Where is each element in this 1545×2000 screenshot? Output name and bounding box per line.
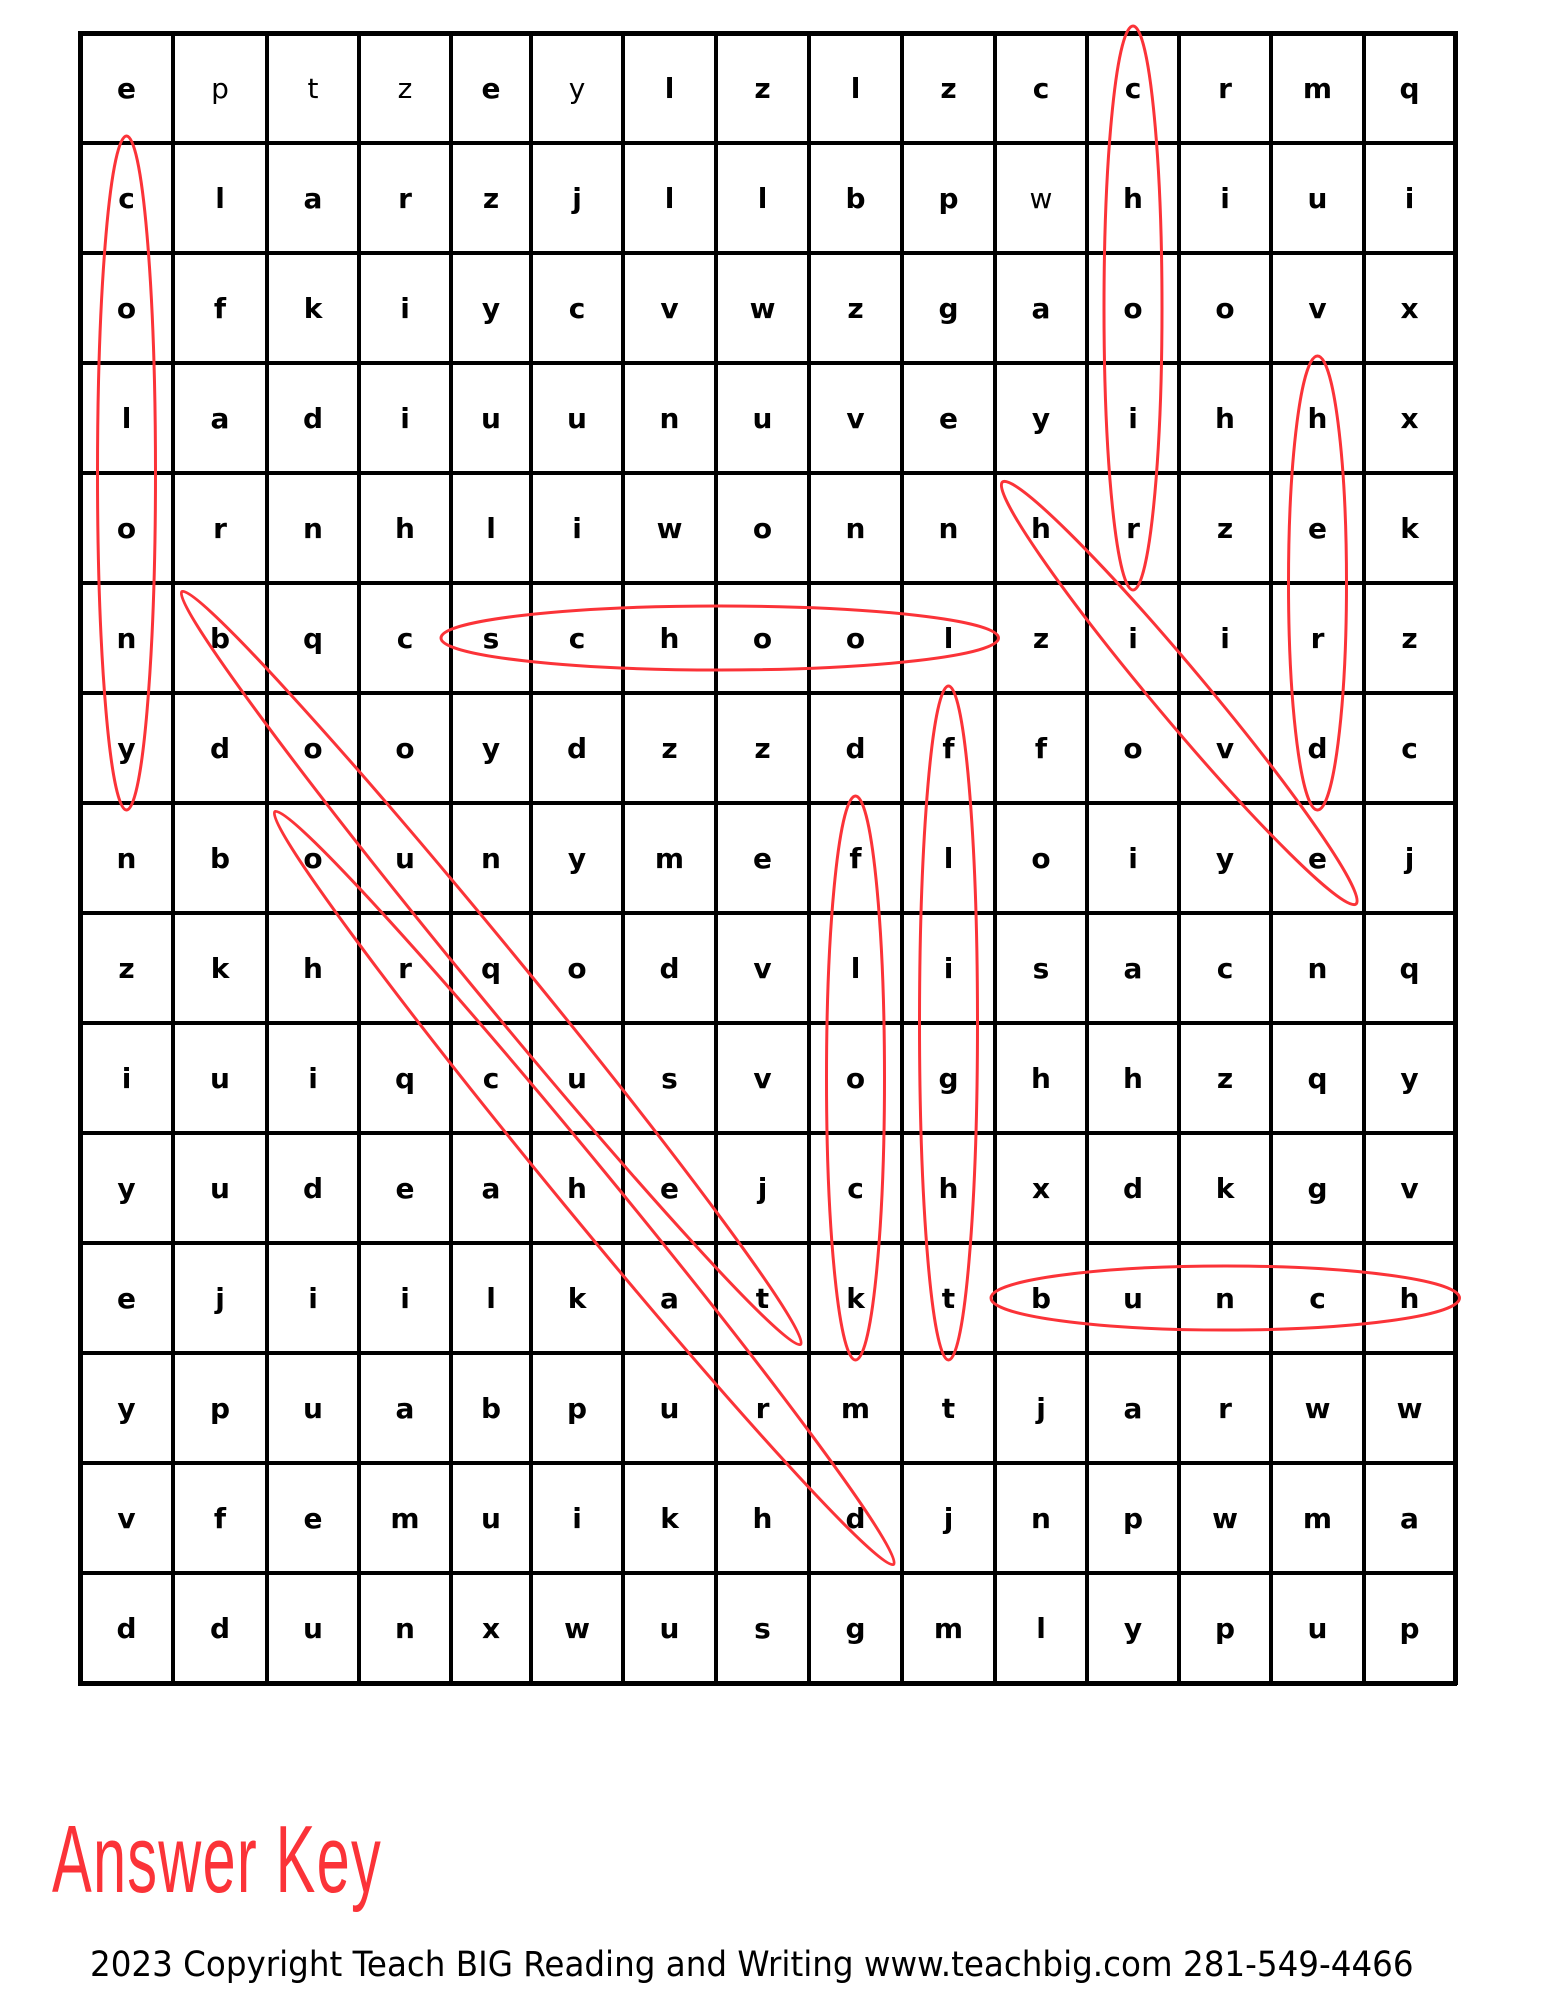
grid-cell: k [846, 1281, 865, 1315]
grid-cell: h [1123, 1061, 1143, 1095]
grid-cell: r [1126, 511, 1140, 545]
grid-cell: y [117, 1391, 136, 1425]
grid-cell: a [1123, 1391, 1143, 1425]
grid-cell: c [1124, 71, 1142, 105]
grid-cell: v [1215, 731, 1235, 765]
grid-line [78, 1681, 1457, 1686]
grid-cell: p [938, 181, 959, 215]
grid-cell: y [1123, 1611, 1143, 1645]
grid-cell: q [1399, 951, 1420, 985]
grid-cell: i [1220, 181, 1230, 215]
grid-cell: p [1399, 1611, 1420, 1645]
grid-cell: i [400, 291, 410, 325]
grid-cell: n [481, 841, 501, 875]
grid-cell: q [394, 1061, 416, 1095]
answer-key-title: Answer Key [52, 1806, 382, 1913]
grid-cell: i [1128, 621, 1138, 655]
grid-cell: o [395, 731, 415, 765]
grid-cell: y [117, 731, 136, 765]
grid-cell: g [845, 1611, 866, 1645]
grid-cell: n [938, 511, 959, 545]
grid-cell: k [1215, 1171, 1235, 1205]
grid-line [265, 31, 269, 1685]
grid-cell: d [302, 1171, 324, 1205]
grid-line [1453, 31, 1458, 1685]
grid-cell: z [1032, 621, 1050, 655]
grid-cell: j [572, 181, 582, 215]
grid-cell: a [210, 401, 230, 435]
grid-line [171, 31, 175, 1685]
grid-cell: e [303, 1501, 323, 1535]
grid-cell: b [209, 841, 231, 875]
grid-cell: l [486, 511, 496, 545]
grid-cell: r [1218, 71, 1232, 105]
grid-cell: e [1308, 511, 1327, 545]
grid-cell: k [660, 1501, 679, 1535]
grid-cell: t [941, 1391, 956, 1425]
grid-cell: c [1401, 731, 1418, 765]
grid-cell: v [117, 1501, 136, 1535]
grid-cell: u [303, 1611, 323, 1645]
grid-cell: l [664, 71, 675, 105]
grid-cell: r [213, 511, 227, 545]
grid-cell: h [1123, 181, 1143, 215]
grid-cell: r [398, 181, 412, 215]
grid-cell: t [941, 1281, 956, 1315]
grid-cell: l [121, 401, 132, 435]
grid-cell: x [1400, 401, 1419, 435]
grid-cell: p [211, 71, 229, 105]
grid-cell: w [1304, 1391, 1331, 1425]
grid-cell: n [845, 511, 866, 545]
grid-cell: l [486, 1281, 496, 1315]
grid-cell: d [566, 731, 588, 765]
grid-cell: u [752, 401, 773, 435]
grid-cell: y [117, 1171, 136, 1205]
grid-line [1085, 31, 1089, 1685]
grid-cell: l [943, 621, 954, 655]
grid-cell: u [1307, 181, 1328, 215]
grid-cell: k [303, 291, 323, 325]
grid-cell: d [302, 401, 324, 435]
grid-cell: o [303, 841, 323, 875]
grid-cell: w [749, 291, 776, 325]
grid-cell: u [567, 1061, 587, 1095]
grid-cell: s [754, 1611, 771, 1645]
grid-cell: i [572, 1501, 582, 1535]
grid-cell: n [395, 1611, 415, 1645]
grid-cell: l [1036, 1611, 1046, 1645]
grid-cell: o [116, 511, 137, 545]
grid-cell: l [850, 71, 861, 105]
grid-cell: p [209, 1391, 231, 1425]
grid-cell: u [481, 1501, 501, 1535]
grid-cell: z [118, 951, 135, 985]
grid-cell: g [938, 1061, 959, 1095]
grid-line [78, 911, 1457, 915]
grid-cell: w [1029, 181, 1053, 215]
grid-cell: u [210, 1061, 230, 1095]
grid-cell: c [847, 1171, 864, 1205]
grid-cell: k [1400, 511, 1419, 545]
grid-cell: d [1307, 731, 1328, 765]
grid-line [78, 1461, 1457, 1465]
grid-line [78, 251, 1457, 255]
grid-cell: d [845, 1501, 866, 1535]
grid-cell: y [481, 731, 501, 765]
grid-cell: u [1123, 1281, 1143, 1315]
grid-cell: s [1032, 951, 1050, 985]
grid-cell: s [661, 1061, 678, 1095]
grid-cell: e [939, 401, 958, 435]
grid-cell: j [757, 1171, 768, 1205]
grid-cell: d [659, 951, 680, 985]
grid-cell: v [660, 291, 679, 325]
grid-cell: x [1400, 291, 1419, 325]
grid-cell: l [943, 841, 954, 875]
grid-line [621, 31, 625, 1685]
grid-cell: l [664, 181, 675, 215]
grid-cell: c [568, 621, 586, 655]
grid-cell: u [303, 1391, 323, 1425]
grid-cell: a [1400, 1501, 1419, 1535]
grid-cell: f [213, 1501, 227, 1535]
grid-cell: m [390, 1501, 420, 1535]
grid-cell: f [942, 731, 955, 765]
grid-cell: i [400, 1281, 410, 1315]
grid-cell: e [481, 71, 501, 105]
grid-cell: g [938, 291, 959, 325]
grid-cell: o [116, 291, 137, 325]
grid-cell: q [480, 951, 502, 985]
grid-cell: s [482, 621, 500, 655]
grid-cell: z [1216, 511, 1234, 545]
grid-cell: f [1034, 731, 1048, 765]
grid-cell: z [661, 731, 678, 765]
copyright-line: 2023 Copyright Teach BIG Reading and Writing www.teachbig.com 281-549-4466 [90, 1945, 1414, 1985]
grid-cell: h [659, 621, 680, 655]
grid-cell: r [1310, 621, 1325, 655]
grid-cell: u [210, 1171, 230, 1205]
grid-cell: o [1123, 731, 1143, 765]
grid-cell: h [1307, 401, 1328, 435]
grid-cell: d [845, 731, 866, 765]
grid-cell: f [213, 291, 227, 325]
grid-cell: o [845, 1061, 866, 1095]
grid-cell: q [302, 621, 324, 655]
grid-cell: e [660, 1171, 679, 1205]
grid-cell: j [1404, 841, 1415, 875]
grid-line [529, 31, 533, 1685]
grid-cell: y [1400, 1061, 1419, 1095]
grid-cell: w [1212, 1501, 1238, 1535]
grid-cell: n [1215, 1281, 1235, 1315]
grid-cell: h [1031, 511, 1051, 545]
grid-cell: z [754, 71, 771, 105]
grid-line [78, 1351, 1457, 1355]
grid-cell: g [1307, 1171, 1328, 1205]
grid-line [357, 31, 361, 1685]
grid-cell: m [933, 1611, 964, 1645]
grid-line [78, 141, 1457, 145]
grid-cell: d [1122, 1171, 1144, 1205]
grid-cell: e [753, 841, 772, 875]
grid-cell: v [1400, 1171, 1419, 1205]
grid-cell: i [1128, 841, 1138, 875]
grid-cell: w [564, 1611, 590, 1645]
grid-cell: m [1302, 1501, 1333, 1535]
grid-cell: b [845, 181, 866, 215]
grid-line [1177, 31, 1181, 1685]
grid-cell: z [847, 291, 864, 325]
grid-cell: z [1401, 621, 1418, 655]
grid-cell: m [1302, 71, 1333, 105]
grid-line [78, 1571, 1457, 1575]
grid-cell: q [1307, 1061, 1328, 1095]
grid-cell: p [1214, 1611, 1236, 1645]
grid-cell: p [566, 1391, 588, 1425]
grid-cell: b [1030, 1281, 1052, 1315]
grid-cell: e [117, 71, 136, 105]
grid-cell: n [116, 621, 137, 655]
grid-cell: c [1216, 951, 1234, 985]
grid-cell: n [116, 841, 137, 875]
grid-cell: c [482, 1061, 500, 1095]
grid-cell: v [846, 401, 865, 435]
grid-line [78, 471, 1457, 475]
grid-cell: d [209, 731, 231, 765]
grid-cell: n [303, 511, 323, 545]
grid-line [1362, 31, 1366, 1685]
grid-cell: o [1123, 291, 1143, 325]
grid-line [714, 31, 718, 1685]
grid-cell: l [850, 951, 861, 985]
grid-cell: o [752, 511, 773, 545]
grid-cell: r [755, 1391, 770, 1425]
grid-cell: e [1308, 841, 1327, 875]
grid-cell: z [397, 71, 413, 105]
grid-cell: v [1308, 291, 1327, 325]
grid-cell: p [1122, 1501, 1144, 1535]
grid-cell: c [568, 291, 586, 325]
grid-cell: y [567, 841, 587, 875]
grid-cell: z [940, 71, 957, 105]
grid-cell: d [209, 1611, 231, 1645]
grid-cell: i [308, 1061, 318, 1095]
grid-cell: e [395, 1171, 415, 1205]
grid-cell: k [210, 951, 230, 985]
grid-cell: z [1216, 1061, 1234, 1095]
grid-cell: h [303, 951, 323, 985]
grid-cell: i [572, 511, 582, 545]
grid-cell: h [395, 511, 415, 545]
grid-cell: u [567, 401, 587, 435]
grid-cell: e [117, 1281, 136, 1315]
grid-cell: a [1031, 291, 1051, 325]
grid-cell: u [659, 1391, 680, 1425]
grid-cell: r [1218, 1391, 1232, 1425]
grid-cell: l [757, 181, 768, 215]
grid-line [78, 801, 1457, 805]
grid-cell: u [1307, 1611, 1328, 1645]
grid-cell: a [395, 1391, 415, 1425]
grid-cell: i [121, 1061, 132, 1095]
grid-line [900, 31, 904, 1685]
grid-cell: c [396, 621, 414, 655]
grid-cell: h [1399, 1281, 1420, 1315]
grid-cell: i [1128, 401, 1138, 435]
grid-cell: r [398, 951, 412, 985]
grid-cell: c [1032, 71, 1050, 105]
grid-cell: a [660, 1281, 679, 1315]
grid-cell: y [481, 291, 501, 325]
grid-line [1269, 31, 1273, 1685]
grid-line [78, 31, 1457, 36]
grid-cell: d [116, 1611, 137, 1645]
grid-cell: t [755, 1281, 770, 1315]
grid-cell: f [849, 841, 862, 875]
grid-cell: h [567, 1171, 587, 1205]
grid-line [78, 1131, 1457, 1135]
grid-cell: j [943, 1501, 954, 1535]
grid-cell: b [209, 621, 231, 655]
grid-cell: n [1031, 1501, 1051, 1535]
grid-line [993, 31, 997, 1685]
grid-cell: c [118, 181, 135, 215]
grid-cell: y [1215, 841, 1235, 875]
grid-cell: j [215, 1281, 225, 1315]
grid-line [449, 31, 453, 1685]
grid-cell: u [659, 1611, 680, 1645]
grid-cell: a [481, 1171, 501, 1205]
grid-cell: o [567, 951, 587, 985]
grid-cell: i [308, 1281, 318, 1315]
grid-cell: c [1309, 1281, 1326, 1315]
grid-cell: i [1404, 181, 1415, 215]
grid-cell: i [943, 951, 954, 985]
grid-cell: t [307, 71, 319, 105]
grid-cell: h [1031, 1061, 1051, 1095]
grid-cell: n [1307, 951, 1328, 985]
grid-cell: o [845, 621, 866, 655]
grid-cell: x [481, 1611, 501, 1645]
grid-cell: x [1031, 1171, 1051, 1205]
grid-cell: h [1215, 401, 1235, 435]
grid-cell: a [303, 181, 323, 215]
grid-cell: o [303, 731, 323, 765]
grid-line [78, 581, 1457, 585]
grid-cell: y [568, 71, 586, 105]
grid-cell: u [481, 401, 501, 435]
grid-cell: m [840, 1391, 871, 1425]
grid-cell: y [1031, 401, 1051, 435]
grid-cell: w [656, 511, 683, 545]
grid-cell: h [752, 1501, 773, 1535]
grid-cell: i [1220, 621, 1230, 655]
grid-cell: v [753, 951, 772, 985]
grid-cell: u [395, 841, 415, 875]
grid-cell: h [938, 1171, 959, 1205]
grid-cell: b [480, 1391, 502, 1425]
grid-cell: z [482, 181, 500, 215]
grid-cell: w [1396, 1391, 1423, 1425]
grid-cell: o [1215, 291, 1235, 325]
grid-cell: q [1399, 71, 1420, 105]
grid-cell: z [754, 731, 771, 765]
grid-cell: m [654, 841, 685, 875]
grid-line [78, 691, 1457, 695]
grid-cell: n [659, 401, 680, 435]
grid-cell: o [1031, 841, 1051, 875]
grid-cell: i [400, 401, 410, 435]
grid-line [78, 31, 83, 1685]
grid-cell: v [753, 1061, 772, 1095]
grid-cell: j [1036, 1391, 1046, 1425]
grid-cell: o [752, 621, 773, 655]
grid-line [78, 1241, 1457, 1245]
grid-cell: k [567, 1281, 587, 1315]
grid-cell: a [1123, 951, 1143, 985]
grid-line [78, 361, 1457, 365]
grid-line [78, 1021, 1457, 1025]
grid-line [807, 31, 811, 1685]
grid-cell: l [215, 181, 225, 215]
